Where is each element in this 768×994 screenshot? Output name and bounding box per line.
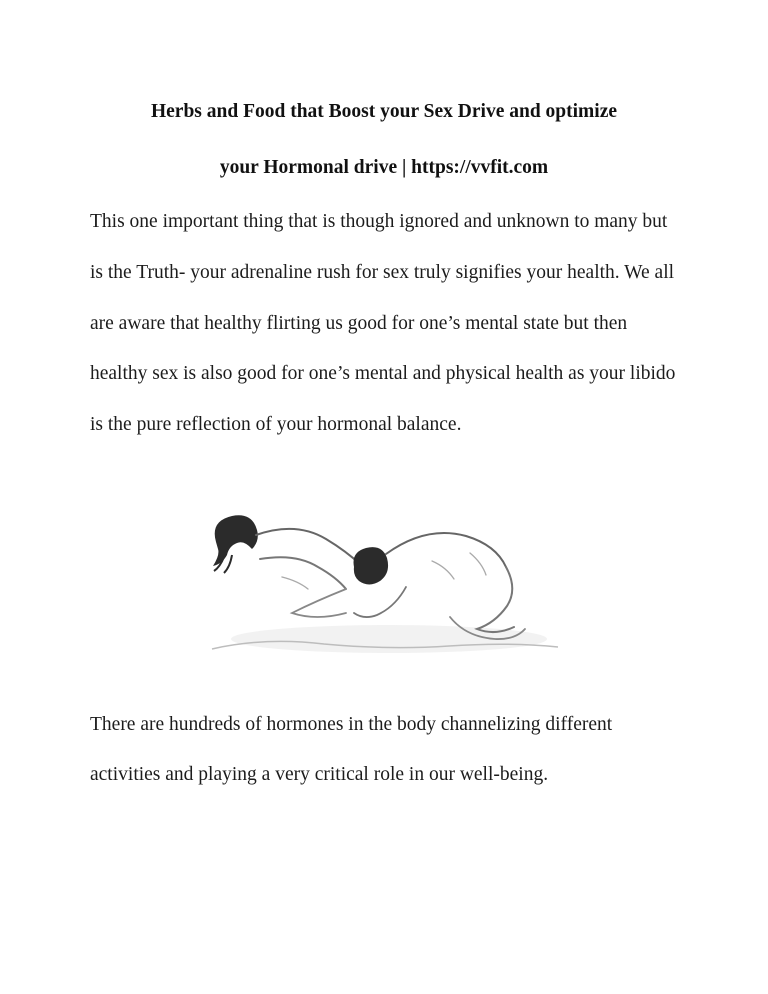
body-paragraph-2: There are hundreds of hormones in the body channelizing different activities and playing a very critical role in our well-being.: [90, 713, 613, 786]
right-figure-hip-leg-line: [477, 567, 514, 632]
right-figure-hair: [354, 547, 389, 584]
page-title-line-1: Herbs and Food that Boost your Sex Drive and optimize: [150, 101, 618, 122]
page-title: [90, 84, 678, 195]
figure-container: [90, 497, 678, 672]
right-figure-shading: [432, 553, 486, 579]
body-paragraph-1: This one important thing that is though ignored and unknown to many but is the Truth- your adrenaline rush for sex truly signifies your health. We all are aware that healthy flirting us good for one’s mental state but then healthy sex is also good for one’s mental and physical health as your libido is the pure reflection of your hormonal balance.: [90, 211, 676, 435]
left-figure-shading: [282, 577, 308, 589]
page-title-line-2: your Hormonal drive | https://vvfit.com: [219, 156, 549, 178]
right-figure-back-line: [386, 533, 506, 567]
left-figure-arm-line: [292, 589, 346, 617]
left-figure-torso-line: [260, 557, 346, 589]
right-figure-arm-line: [354, 587, 406, 617]
couple-line-art-illustration: [194, 497, 574, 672]
left-figure-hair: [213, 515, 258, 566]
left-figure-back-line: [256, 528, 361, 564]
